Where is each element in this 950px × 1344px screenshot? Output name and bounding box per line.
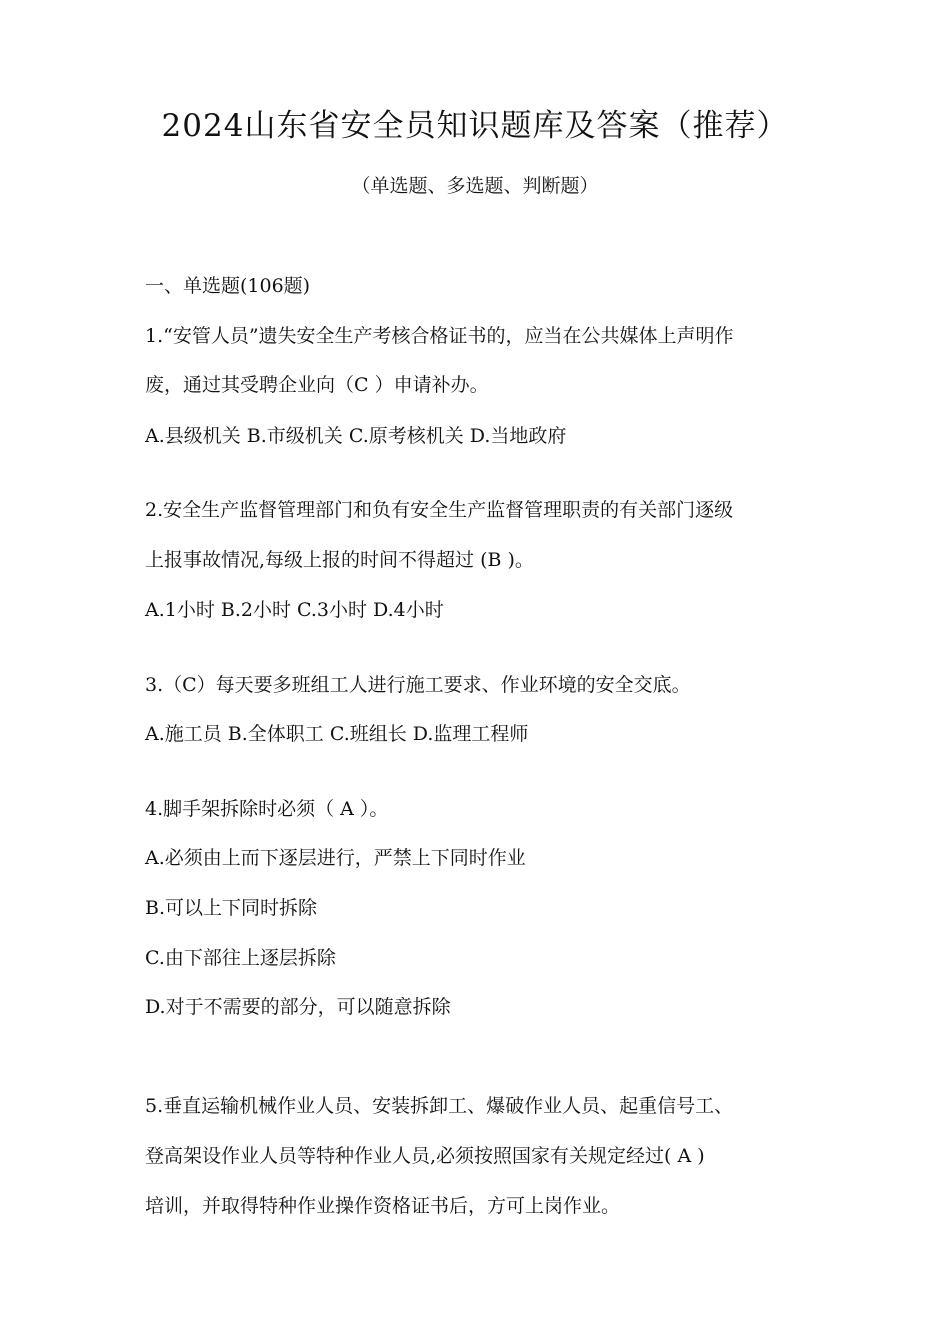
document-subtitle: （单选题、多选题、判断题） bbox=[351, 175, 599, 197]
question-2-options: A.1小时 B.2小时 C.3小时 D.4小时 bbox=[145, 599, 444, 621]
question-5-stem-line-2: 登高架设作业人员等特种作业人员,必须按照国家有关规定经过( A ) bbox=[145, 1145, 705, 1167]
question-5-stem-line-1: 5.垂直运输机械作业人员、安装拆卸工、爆破作业人员、起重信号工、 bbox=[145, 1095, 734, 1117]
question-4-option-c: C.由下部往上逐层拆除 bbox=[145, 947, 336, 969]
question-4-option-a: A.必须由上而下逐层进行，严禁上下同时作业 bbox=[145, 847, 526, 869]
question-2-stem-line-1: 2.安全生产监督管理部门和负有安全生产监督管理职责的有关部门逐级 bbox=[145, 499, 734, 521]
question-1-options: A.县级机关 B.市级机关 C.原考核机关 D.当地政府 bbox=[145, 425, 567, 447]
question-4-option-b: B.可以上下同时拆除 bbox=[145, 897, 318, 919]
section-heading: 一、单选题(106题) bbox=[145, 275, 311, 297]
question-3-options: A.施工员 B.全体职工 C.班组长 D.监理工程师 bbox=[145, 723, 529, 745]
question-2-stem-line-2: 上报事故情况,每级上报的时间不得超过 (B )。 bbox=[145, 549, 534, 571]
document-title: 2024山东省安全员知识题库及答案（推荐） bbox=[161, 108, 789, 144]
question-3-stem-line-1: 3.（C）每天要多班组工人进行施工要求、作业环境的安全交底。 bbox=[145, 674, 691, 696]
question-5-stem-line-3: 培训，并取得特种作业操作资格证书后，方可上岗作业。 bbox=[145, 1195, 621, 1217]
question-1-stem-line-2: 废，通过其受聘企业向（C ）申请补办。 bbox=[145, 374, 489, 396]
question-4-option-d: D.对于不需要的部分，可以随意拆除 bbox=[145, 996, 451, 1018]
question-1-stem-line-1: 1.“安管人员”遗失安全生产考核合格证书的，应当在公共媒体上声明作 bbox=[145, 325, 734, 347]
question-4-stem-line-1: 4.脚手架拆除时必须（ A ）。 bbox=[145, 798, 389, 820]
